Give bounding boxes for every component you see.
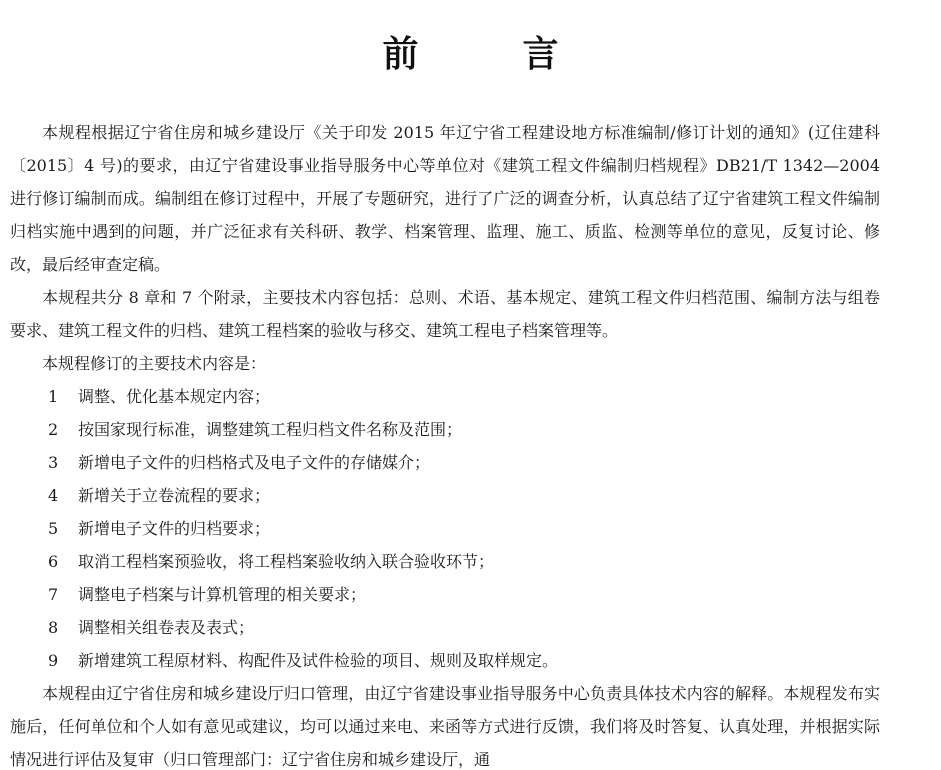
list-item-text: 新增电子文件的归档格式及电子文件的存储媒介； [78, 453, 431, 472]
list-item-number: 9 [48, 651, 59, 670]
list-item-text: 调整电子档案与计算机管理的相关要求； [78, 585, 367, 604]
paragraph-administration: 本规程由辽宁省住房和城乡建设厅归口管理，由辽宁省建设事业指导服务中心负责具体技术内容的解释。本规程发布实施后，任何单位和个人如有意见或建议，均可以通过来电、来函等方式进行反馈，我们将及时答复、认真处理，并根据实际情况进行评估及复审（归口管理部门：辽宁省住房和城乡建设厅，通 [10, 684, 880, 769]
list-item [10, 479, 880, 512]
list-item-text: 调整相关组卷表及表式； [78, 618, 255, 637]
list-item [10, 611, 880, 644]
list-item-number: 2 [48, 420, 59, 439]
list-item [10, 446, 880, 479]
list-item [10, 578, 880, 611]
page-title: 前 言 [382, 34, 593, 75]
paragraph-basis: 本规程根据辽宁省住房和城乡建设厅《关于印发 2015 年辽宁省工程建设地方标准编制/修订计划的通知》(辽住建科〔2015〕4 号)的要求，由辽宁省建设事业指导服务中心等单位对《建筑工程文件编制归档规程》DB21/T 1342—2004 进行修订编制而成。编制组在修订过程中，开展了专题研究，进行了广泛的调查分析，认真总结了辽宁省建筑工程文件编制归档实施中遇到的问题，并广泛征求有关科研、教学、档案管理、监理、施工、质监、检测等单位的意见，反复讨论、修改，最后经审查定稿。 [10, 123, 880, 274]
document-body [10, 116, 880, 770]
list-item [10, 644, 880, 677]
list-item [10, 413, 880, 446]
list-item-text: 按国家现行标准，调整建筑工程归档文件名称及范围； [78, 420, 463, 439]
list-item-number: 8 [48, 618, 59, 637]
list-item-number: 7 [48, 585, 59, 604]
list-item-text: 取消工程档案预验收，将工程档案验收纳入联合验收环节； [78, 552, 495, 571]
list-item [10, 380, 880, 413]
list-item-text: 新增关于立卷流程的要求； [78, 486, 271, 505]
list-item-number: 4 [48, 486, 59, 505]
paragraph-revision-intro: 本规程修订的主要技术内容是： [42, 354, 267, 373]
paragraph-content-summary: 本规程共分 8 章和 7 个附录，主要技术内容包括：总则、术语、基本规定、建筑工程文件归档范围、编制方法与组卷要求、建筑工程文件的归档、建筑工程档案的验收与移交、建筑工程电子档案管理等。 [10, 288, 880, 340]
list-item-number: 6 [48, 552, 59, 571]
list-item-number: 5 [48, 519, 59, 538]
list-item-text: 新增建筑工程原材料、构配件及试件检验的项目、规则及取样规定。 [78, 651, 559, 670]
list-item-number: 3 [48, 453, 59, 472]
list-item-text: 调整、优化基本规定内容； [78, 387, 271, 406]
list-item [10, 512, 880, 545]
list-item-number: 1 [48, 387, 59, 406]
list-item [10, 545, 880, 578]
list-item-text: 新增电子文件的归档要求； [78, 519, 271, 538]
